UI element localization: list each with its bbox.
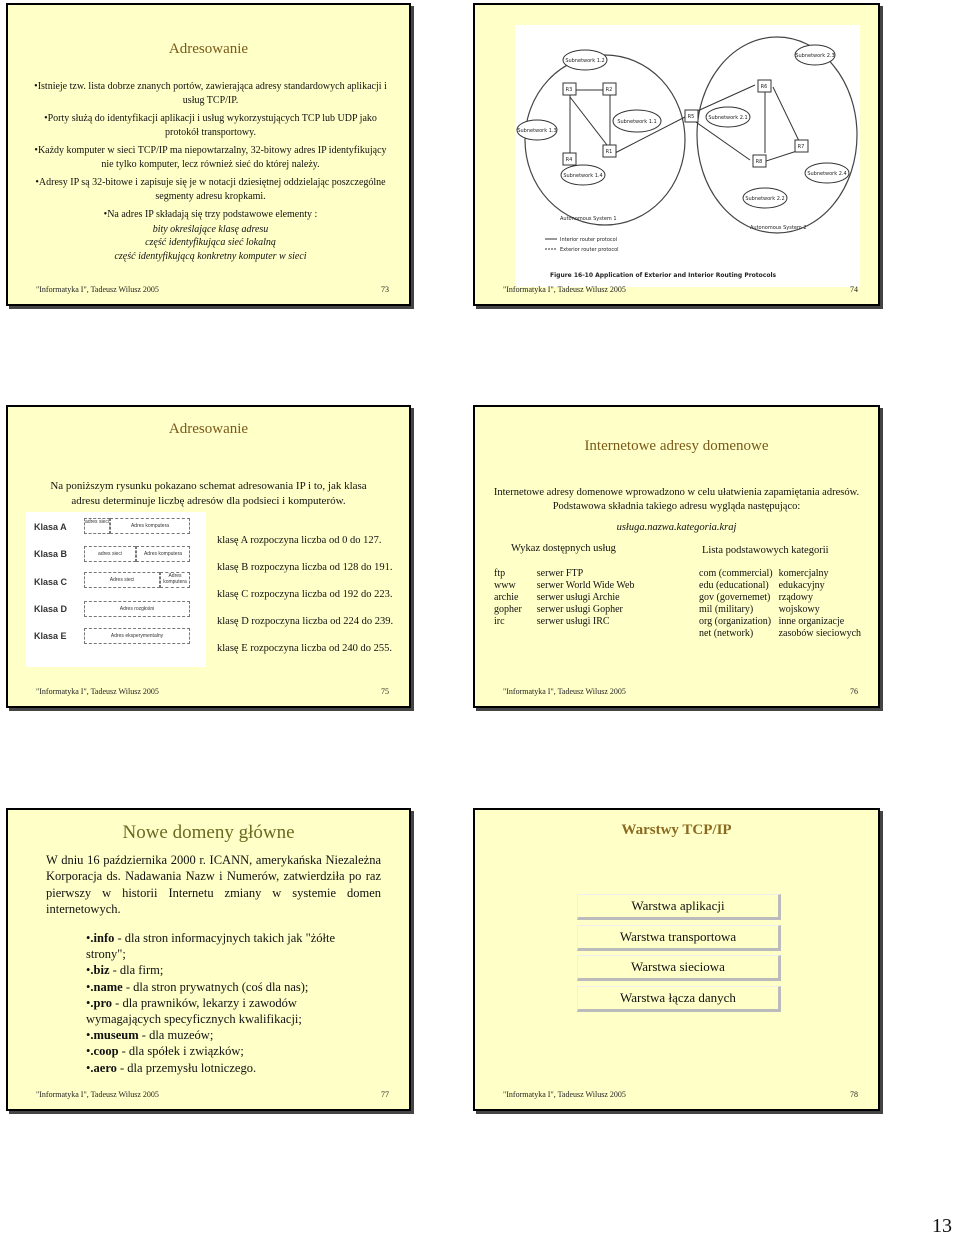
footer-text: "Informatyka I", Tadeusz Wilusz 2005 [503, 1090, 626, 1099]
class-desc: klasę D rozpoczyna liczba od 224 do 239. [217, 616, 394, 627]
category-desc: komercjalny [778, 568, 829, 579]
sub-item: bity określające klasę adresu [152, 223, 269, 235]
slide-footer [36, 1090, 389, 1099]
class-descriptions [217, 527, 393, 662]
diagram-cell: adres sieci [84, 518, 110, 534]
slide-77 [6, 808, 411, 1111]
domain-name: .info [90, 931, 115, 945]
diagram-cell: Adres komputera [110, 518, 190, 534]
slide-title: Nowe domeny główne [122, 822, 295, 843]
sub-list [32, 223, 389, 264]
domain-list [86, 930, 369, 1076]
router-label: R1 [605, 149, 613, 155]
category-desc: edukacyjny [778, 580, 825, 591]
domain-desc: - dla prawników, lekarzy i zawodów wymagających specyficznych kwalifikacji; [86, 995, 302, 1027]
subnet-label: Subnetwork 2.2 [745, 196, 785, 202]
domain-desc: - dla firm; [109, 963, 164, 978]
slide-footer [503, 285, 858, 294]
slide-title: Adresowanie [168, 421, 249, 437]
subnet-label: Subnetwork 1.4 [563, 173, 603, 179]
domain-item: •.info - dla stron informacyjnych takich jak "żółte strony"; [86, 931, 336, 962]
domain-desc: - dla przemysłu lotniczego. [116, 1060, 257, 1075]
table-row [491, 580, 637, 592]
class-label: Klasa A [34, 522, 67, 532]
sub-item: część identyfikująca sieć lokalną [145, 237, 276, 248]
slide-footer [36, 687, 389, 696]
class-desc: klasę B rozpoczyna liczba od 128 do 191. [217, 562, 393, 573]
slide-75 [6, 405, 411, 708]
domain-item: •.biz - dla firm; [86, 963, 164, 978]
router-label: R8 [755, 159, 763, 165]
bullet-item: • Na adres IP składają się trzy podstawowe elementy : [32, 208, 389, 222]
slide-73 [6, 3, 411, 306]
router-label: R2 [605, 87, 613, 93]
class-label: Klasa E [34, 631, 67, 641]
subnet-label: Subnetwork 1.3 [517, 128, 557, 134]
slide-number: 73 [381, 285, 389, 294]
domain-desc: - dla spółek i związków; [118, 1044, 244, 1059]
categories-table [696, 568, 864, 640]
subnet-label: Subnetwork 2.4 [807, 171, 847, 177]
domain-item: •.coop - dla spółek i związków; [86, 1044, 244, 1059]
bullet-list [32, 80, 389, 263]
intro-text: Na poniższym rysunku pokazano schemat adresowania IP i to, jak klasa adresu determinuje liczbę adresów dla podsieci i komputerów. [50, 480, 367, 507]
as1-label: Autonomous System 1 [560, 216, 617, 222]
domain-name: .coop [90, 1044, 119, 1059]
slide-title: Adresowanie [168, 41, 249, 57]
table-row [491, 616, 637, 628]
category-code: org (organization) [699, 616, 772, 627]
bullet-item: • Istnieje tzw. lista dobrze znanych portów, zawierająca adresy standardowych aplikacji i usług TCP/IP. [32, 80, 389, 107]
router-label: R3 [565, 87, 573, 93]
service-code: archie [494, 592, 519, 603]
service-code: www [494, 580, 516, 591]
diagram-cell: Adres komputera [160, 572, 190, 588]
table-row [491, 604, 637, 616]
table-row [696, 616, 864, 628]
domain-syntax: usługa.nazwa.kategoria.kraj [616, 522, 737, 533]
table-row [696, 568, 864, 580]
domain-item: •.aero - dla przemysłu lotniczego. [86, 1060, 257, 1075]
intro-text: W dniu 16 października 2000 r. ICANN, amerykańska Niezależna Korporacja ds. Nadawania Nazw i Numerów, zatwierdziła po raz pierwszy w historii Internetu zmiany w systemie domen internetowych. [46, 853, 381, 916]
domain-name: .name [90, 979, 123, 994]
slide-number: 77 [381, 1090, 389, 1099]
diagram-cell: Adres komputera [136, 546, 190, 562]
legend-exterior: Exterior router protocol [560, 247, 619, 253]
sub-item: część identyfikującą konkretny komputer w sieci [114, 250, 307, 262]
class-desc: klasę E rozpoczyna liczba od 240 do 255. [217, 643, 392, 654]
table-row [491, 592, 637, 604]
footer-text: "Informatyka I", Tadeusz Wilusz 2005 [503, 687, 626, 696]
table-row [491, 568, 637, 580]
category-code: edu (educational) [699, 580, 769, 591]
subnet-label: Subnetwork 2.3 [795, 53, 835, 59]
service-code: irc [494, 616, 505, 627]
class-label: Klasa C [34, 577, 68, 587]
subnet-label: Subnetwork 2.1 [708, 115, 748, 121]
slide-76 [473, 405, 880, 708]
class-desc: klasę C rozpoczyna liczba od 192 do 223. [217, 589, 393, 600]
domain-name: .aero [90, 1060, 117, 1075]
services-table [491, 568, 637, 628]
slide-number: 76 [850, 687, 858, 696]
slide-number: 75 [381, 687, 389, 696]
bullet-item: • Każdy komputer w sieci TCP/IP ma niepowtarzalny, 32-bitowy adres IP identyfikujący nie tylko komputer, lecz również sieć do której należy. [32, 144, 389, 171]
category-code: mil (military) [699, 604, 754, 615]
slide-footer [36, 285, 389, 294]
layer-box: Warstwa transportowa [577, 925, 781, 951]
domain-desc: - dla muzeów; [138, 1028, 214, 1043]
categories-header: Lista podstawowych kategorii [702, 545, 829, 556]
domain-desc: - dla stron informacyjnych takich jak "żółte strony"; [86, 931, 336, 962]
service-desc: serwer usługi IRC [536, 616, 610, 627]
category-desc: rządowy [778, 592, 814, 603]
bullet-item: • Adresy IP są 32-bitowe i zapisuje się je w notacji dziesiętnej oddzielając poszczególne segmenty adresu kropkami. [32, 176, 389, 203]
router-label: R6 [760, 84, 768, 90]
as2-label: Autonomous System 2 [750, 225, 807, 231]
slide-footer [503, 687, 858, 696]
footer-text: "Informatyka I", Tadeusz Wilusz 2005 [36, 687, 159, 696]
slide-footer [503, 1090, 858, 1099]
subnet-label: Subnetwork 1.1 [617, 119, 657, 125]
services-header: Wykaz dostępnych usług [511, 543, 616, 554]
category-code: net (network) [699, 628, 754, 639]
service-desc: serwer FTP [536, 568, 584, 579]
domain-name: .biz [90, 963, 110, 978]
class-label: Klasa D [34, 604, 68, 614]
intro-text: Internetowe adresy domenowe wprowadzono w celu ułatwienia zapamiętania adresów. Podstawowa składnia takiego adresu wygląda następująco: [493, 487, 860, 513]
diagram-cell: Adres sieci [84, 572, 160, 588]
footer-text: "Informatyka I", Tadeusz Wilusz 2005 [503, 285, 626, 294]
service-desc: serwer usługi Gopher [536, 604, 623, 615]
layer-box: Warstwa aplikacji [577, 894, 781, 920]
slide-number: 78 [850, 1090, 858, 1099]
subnet-label: Subnetwork 1.2 [565, 58, 605, 64]
bullet-item: • Porty służą do identyfikacji aplikacji i usług wykorzystujących TCP lub UDP jako protokół transportowy. [32, 112, 389, 139]
layer-box: Warstwa łącza danych [577, 986, 781, 1012]
service-desc: serwer World Wide Web [536, 580, 635, 591]
category-desc: zasobów sieciowych [778, 628, 862, 639]
legend-interior: Interior router protocol [560, 237, 618, 243]
router-label: R4 [565, 157, 573, 163]
domain-desc: - dla stron prywatnych (coś dla nas); [122, 979, 309, 994]
category-code: com (commercial) [699, 568, 773, 579]
slide-78 [473, 808, 880, 1111]
ip-class-diagram [26, 512, 206, 667]
class-desc: klasę A rozpoczyna liczba od 0 do 127. [217, 535, 382, 546]
table-row [696, 604, 864, 616]
router-label: R5 [687, 114, 695, 120]
diagram-cell: adres sieci [84, 546, 136, 562]
slide-title: Internetowe adresy domenowe [584, 438, 769, 454]
category-desc: wojskowy [778, 604, 820, 615]
domain-name: .pro [90, 995, 113, 1010]
table-row [696, 628, 864, 640]
footer-text: "Informatyka I", Tadeusz Wilusz 2005 [36, 285, 159, 294]
routing-figure [515, 25, 860, 287]
footer-text: "Informatyka I", Tadeusz Wilusz 2005 [36, 1090, 159, 1099]
domain-item: •.pro - dla prawników, lekarzy i zawodów wymagających specyficznych kwalifikacji; [86, 995, 302, 1027]
domain-item: •.name - dla stron prywatnych (coś dla nas); [86, 979, 309, 994]
table-row [696, 580, 864, 592]
service-desc: serwer usługi Archie [536, 592, 620, 603]
class-label: Klasa B [34, 549, 68, 559]
service-code: gopher [494, 604, 522, 615]
service-code: ftp [494, 568, 506, 579]
slide-number: 74 [850, 285, 858, 294]
layer-box: Warstwa sieciowa [577, 955, 781, 981]
domain-item: •.museum - dla muzeów; [86, 1028, 214, 1043]
category-code: gov (governemet) [699, 592, 771, 603]
table-row [696, 592, 864, 604]
page-number: 13 [932, 1215, 952, 1237]
slide-title: Warstwy TCP/IP [621, 822, 732, 838]
slide-74 [473, 3, 880, 306]
diagram-cell: Adres rozgłośni [84, 601, 190, 617]
figure-caption: Figure 16-10 Application of Exterior and Interior Routing Protocols [550, 272, 777, 279]
diagram-cell: Adres eksperymentalny [84, 628, 190, 644]
domain-name: .museum [90, 1028, 139, 1043]
router-label: R7 [797, 144, 805, 150]
category-desc: inne organizacje [778, 616, 845, 627]
